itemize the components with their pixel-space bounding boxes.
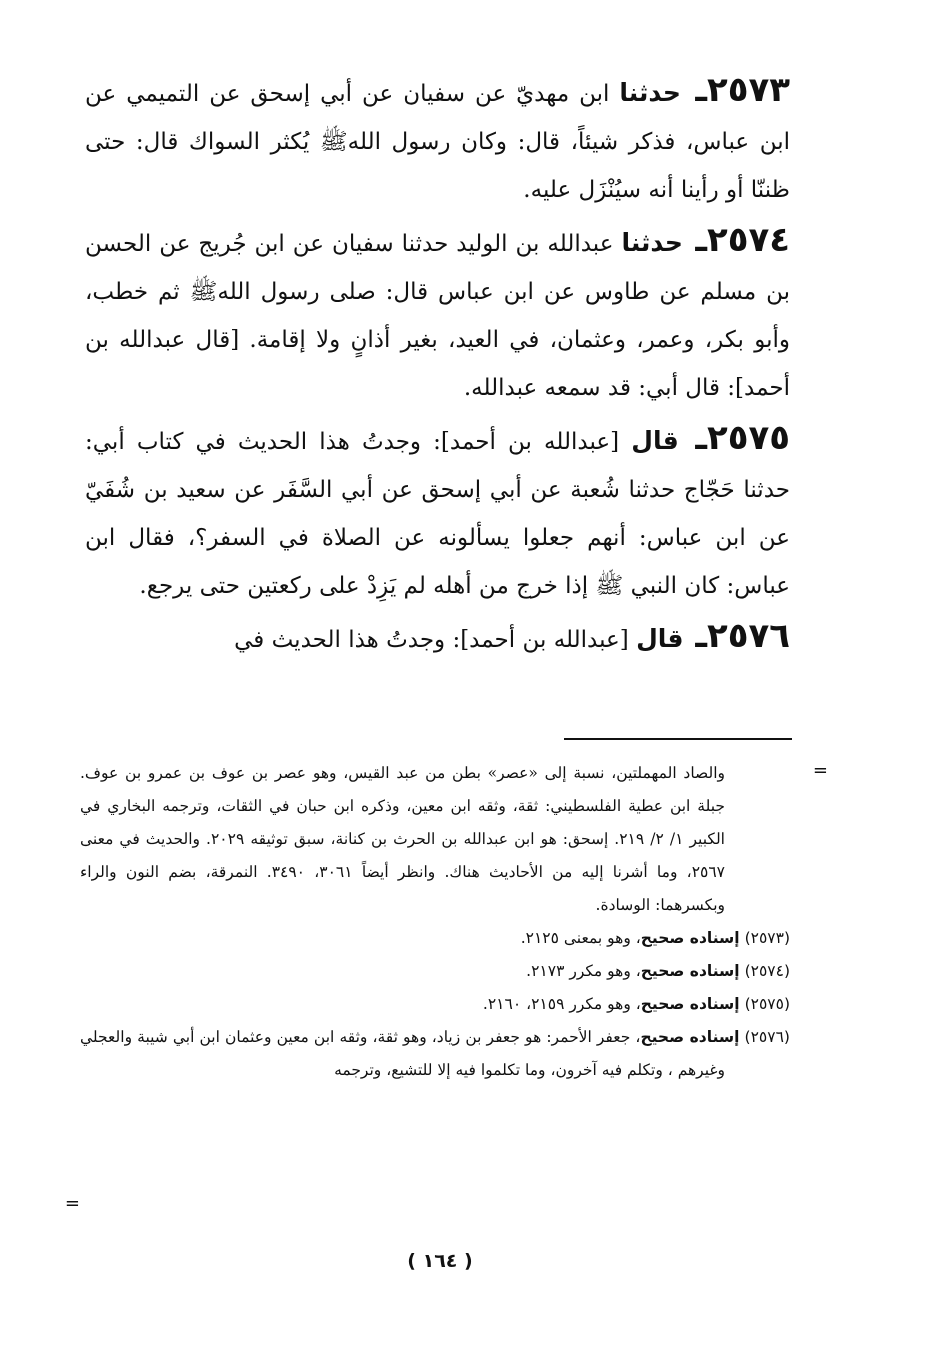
hadith-text: [عبدالله بن أحمد]: وجدتُ هذا الحديث في كتاب أبي: حدثنا حَجّاج حدثنا شُعبة عن أبي إسحق عن أبي السَّفَر عن سعيد بن شُفَيّ عن ابن عباس: أنهم جعلوا يسألونه عن الصلاة في السفر؟، فقال ابن عباس: كان النبي ﷺ إذا خرج من أهله لم يَزِدْ على ركعتين حتى يرجع.	[85, 429, 790, 599]
hadith-text: ابن مهديّ عن سفيان عن أبي إسحق عن التميمي عن ابن عباس، فذكر شيئاً، قال: وكان رسول اللهﷺ يُكثر السواك قال: حتى ظننّا أو رأينا أنه سيُنْزَل عليه.	[85, 81, 790, 203]
main-text	[85, 66, 790, 666]
footnote-2576	[80, 1021, 790, 1087]
hadith-2573: ٢٥٧٣ـ حدثنا ابن مهديّ عن سفيان عن أبي إسحق عن التميمي عن ابن عباس، فذكر شيئاً، قال: وكان رسول اللهﷺ يُكثر السواك قال: حتى ظننّا أو رأينا أنه سيُنْزَل عليه.	[85, 70, 790, 203]
footnote-text: ، وهو مكرر ٢١٥٩، ٢١٦٠.	[482, 995, 641, 1013]
hadith-2576: ٢٥٧٦ـ قال [عبدالله بن أحمد]: وجدتُ هذا الحديث في	[234, 616, 790, 656]
page-number: ( ١٦٤ )	[407, 1250, 473, 1272]
footnote-2575	[80, 988, 790, 1021]
hadith-lead: حدثنا	[621, 228, 683, 257]
footnote-2573	[80, 922, 790, 955]
hadith-number: ٢٥٧٤	[707, 220, 791, 260]
hadith-text: [عبدالله بن أحمد]: وجدتُ هذا الحديث في	[234, 627, 629, 653]
footnote-divider	[564, 738, 792, 740]
hadith-number: ٢٥٧٣	[706, 70, 790, 110]
footnote-ref: (٢٥٧٦)	[744, 1028, 790, 1046]
hadith-2574: ٢٥٧٤ـ حدثنا عبدالله بن الوليد حدثنا سفيان عن ابن جُريج عن الحسن بن مسلم عن طاوس عن ابن عباس قال: صلى رسول اللهﷺ ثم خطب، وأبو بكر، وعمر، وعثمان، في العيد، بغير أذانٍ ولا إقامة. [قال عبدالله بن أحمد]: قال أبي: قد سمعه عبدالله.	[85, 220, 791, 401]
footnote-continuation: والصاد المهملتين، نسبة إلى «عصر» بطن من عبد القيس، وهو عصر بن عوف بن عمرو بن عوف. جبلة ابن عطية الفلسطيني: ثقة، وثقه ابن معين، وذكره ابن حبان في الثقات، وترجمه البخاري في الكبير ١/ ٢/ ٢١٩. إسحق: هو ابن عبدالله بن الحرث بن كنانة، سبق توثيقه ٢٠٢٩. والحديث في معنى ٢٥٦٧، وما أشرنا إليه من الأحاديث هناك. وانظر أيضاً ٣٠٦١، ٣٤٩٠. النمرقة، بضم النون والراء وبكسرهما: الوسادة.	[80, 764, 725, 914]
footnote-grade: إسناده صحيح	[640, 929, 740, 947]
footnote-text: ، جعفر الأحمر: هو جعفر بن زياد، وهو ثقة، وثقه ابن معين وعثمان ابن أبي شيبة والعجلي وغيرهم ، وتكلم فيه آخرون، وما تكلموا فيه إلا للتشيع، وترجمه	[80, 1028, 725, 1079]
footnote-end-mark: =	[64, 1193, 80, 1214]
hadith-2575: ٢٥٧٥ـ قال [عبدالله بن أحمد]: وجدتُ هذا الحديث في كتاب أبي: حدثنا حَجّاج حدثنا شُعبة عن أبي إسحق عن أبي السَّفَر عن سعيد بن شُفَيّ عن ابن عباس: أنهم جعلوا يسألونه عن الصلاة في السفر؟، فقال ابن عباس: كان النبي ﷺ إذا خرج من أهله لم يَزِدْ على ركعتين حتى يرجع.	[85, 418, 790, 599]
hadith-number: ٢٥٧٥	[706, 418, 790, 458]
footnote-grade: إسناده صحيح	[640, 1028, 740, 1046]
footnote-ref: (٢٥٧٣)	[744, 929, 790, 947]
footnote-2574	[80, 955, 790, 988]
hadith-number: ٢٥٧٦	[706, 616, 790, 656]
footnote-grade: إسناده صحيح	[640, 995, 740, 1013]
footnote-continuation-mark: =	[812, 760, 828, 781]
hadith-lead: قال	[636, 624, 684, 653]
hadith-text: عبدالله بن الوليد حدثنا سفيان عن ابن جُريج عن الحسن بن مسلم عن طاوس عن ابن عباس قال: صلى رسول اللهﷺ ثم خطب، وأبو بكر، وعمر، وعثمان، في العيد، بغير أذانٍ ولا إقامة. [قال عبدالله بن أحمد]: قال أبي: قد سمعه عبدالله.	[85, 231, 790, 401]
footnote-text: ، وهو بمعنى ٢١٢٥.	[520, 929, 641, 947]
footnote-text: ، وهو مكرر ٢١٧٣.	[526, 962, 641, 980]
hadith-lead: حدثنا	[619, 78, 681, 107]
footnotes	[80, 757, 790, 1087]
hadith-lead: قال	[631, 426, 679, 455]
footnote-ref: (٢٥٧٤)	[744, 962, 790, 980]
footnote-grade: إسناده صحيح	[640, 962, 740, 980]
footnote-ref: (٢٥٧٥)	[744, 995, 790, 1013]
